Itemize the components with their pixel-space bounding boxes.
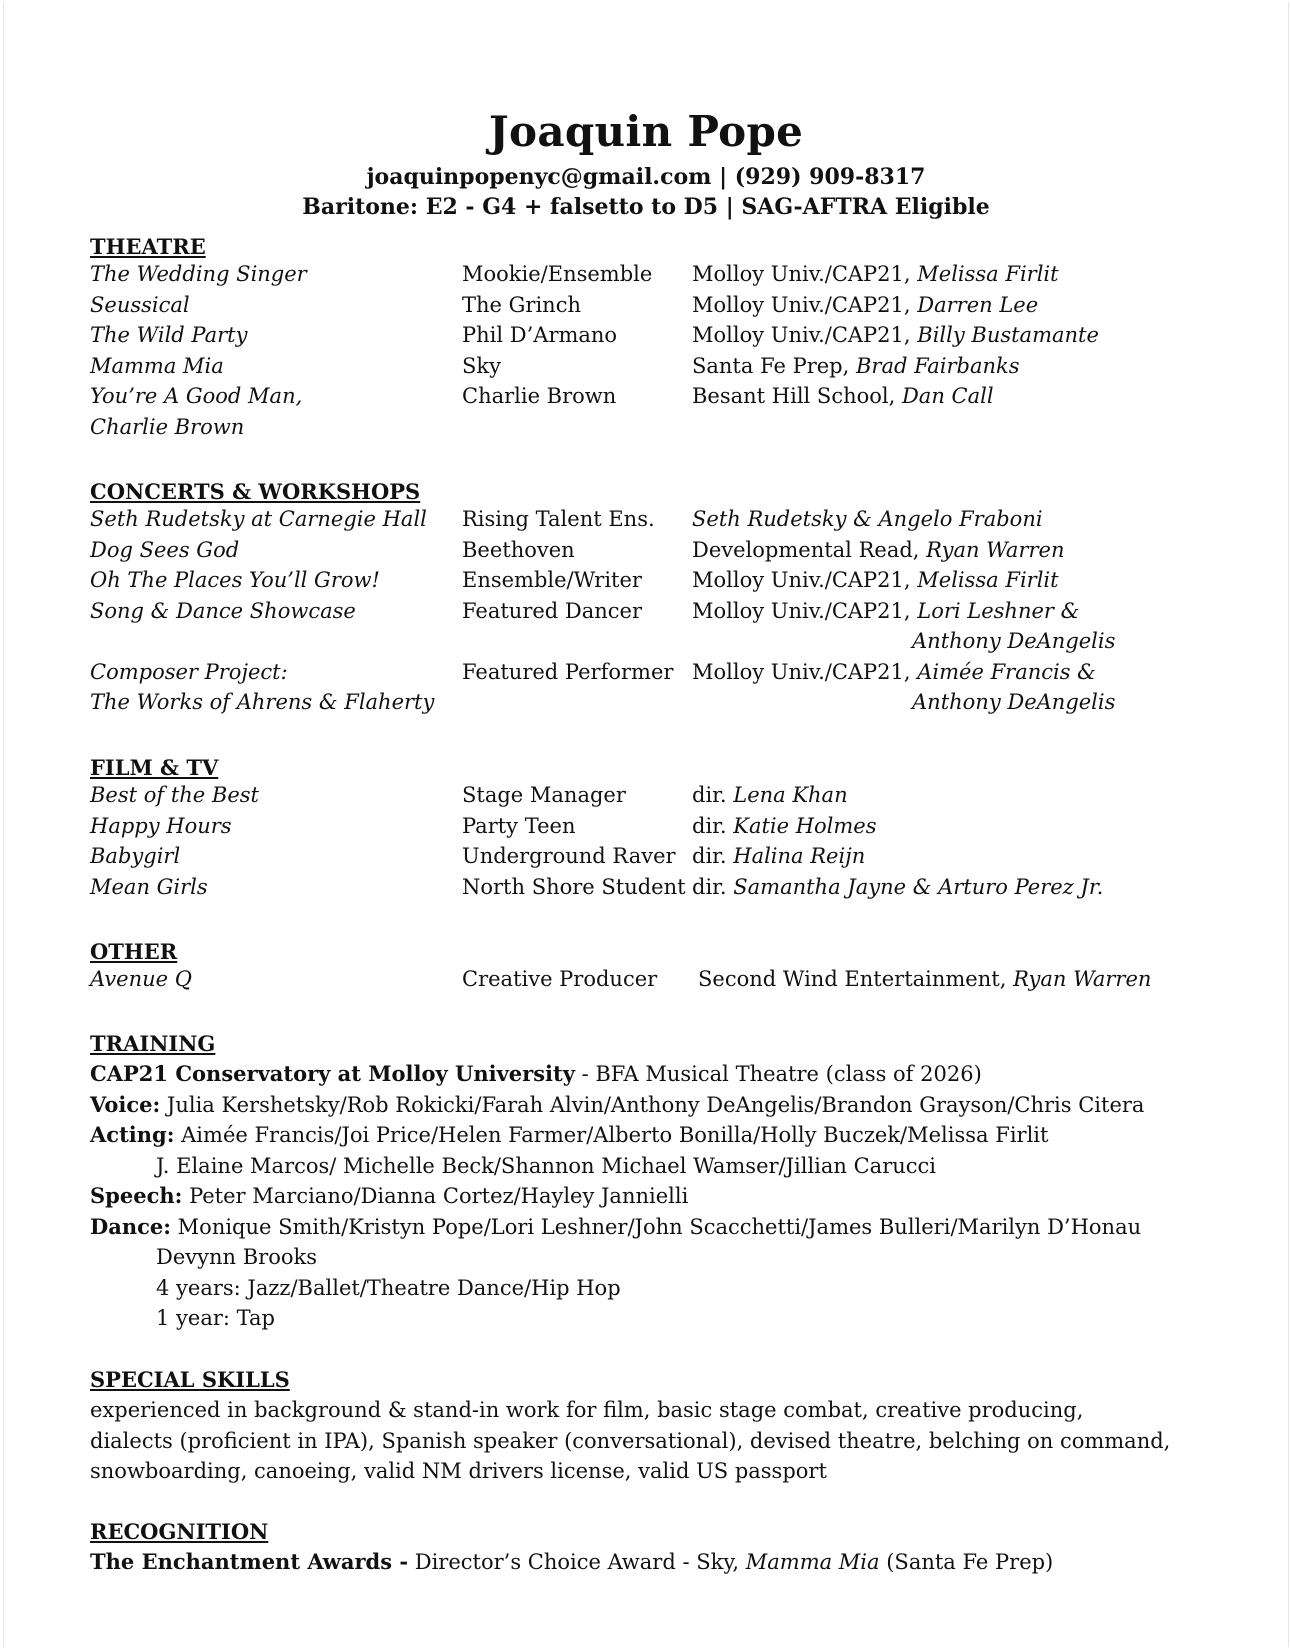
section-title-concerts: CONCERTS & WORKSHOPS (90, 479, 421, 504)
contact-info: joaquinpopenyc@gmail.com | (929) 909-8317 (366, 164, 926, 190)
credit-role: Underground Raver (462, 844, 676, 868)
credit-role: Charlie Brown (462, 384, 617, 408)
credit-row (90, 875, 1220, 906)
section-title-recognition: RECOGNITION (90, 1519, 269, 1544)
resume-page (3, 2, 1289, 1647)
skills-line: experienced in background & stand-in work for film, basic stage combat, creative producing, (90, 1398, 1084, 1422)
credit-role: Party Teen (462, 813, 576, 838)
credit-venue: Molloy Univ./CAP21, Aimée Francis & (692, 659, 1096, 684)
credit-row (90, 844, 1220, 875)
credit-role: The Grinch (462, 292, 581, 317)
credit-role: Creative Producer (462, 967, 658, 991)
credit-show: Song & Dance Showcase (90, 598, 356, 623)
credit-row (90, 599, 1220, 630)
credit-show: Charlie Brown (90, 414, 245, 439)
training-dance-cont: Devynn Brooks (156, 1245, 317, 1269)
theatre-section (90, 232, 1220, 445)
credit-venue: Santa Fe Prep, Brad Fairbanks (692, 353, 1020, 378)
credit-venue: Developmental Read, Ryan Warren (692, 537, 1065, 562)
credit-role: Beethoven (462, 537, 575, 562)
credit-row (90, 690, 1220, 721)
training-dance-years: 4 years: Jazz/Ballet/Theatre Dance/Hip Hop (156, 1275, 621, 1300)
credit-role: Featured Dancer (462, 598, 643, 623)
credit-row (90, 967, 1220, 998)
training-section (90, 1029, 1220, 1334)
credit-show: The Wild Party (90, 323, 248, 347)
training-dance: Dance: Monique Smith/Kristyn Pope/Lori Leshner/John Scacchetti/James Bulleri/Marilyn D’Honau (90, 1213, 1142, 1239)
credit-venue: Molloy Univ./CAP21, Melissa Firlit (692, 262, 1059, 286)
credit-row (90, 323, 1220, 354)
award-line: The Enchantment Awards - Director’s Choice Award - Sky, Mamma Mia (Santa Fe Prep) (90, 1549, 1054, 1574)
credit-venue-continued: Anthony DeAngelis (912, 690, 1116, 714)
credit-row (90, 568, 1220, 599)
credit-venue: Besant Hill School, Dan Call (692, 384, 994, 408)
training-acting-cont: J. Elaine Marcos/ Michelle Beck/Shannon Michael Wamser/Jillian Carucci (156, 1153, 937, 1178)
credit-row (90, 783, 1220, 814)
credit-show: Composer Project: (90, 659, 288, 684)
credit-row (90, 660, 1220, 691)
credit-show: Seussical (90, 292, 190, 317)
credit-row (90, 262, 1220, 293)
credit-venue: Seth Rudetsky & Angelo Fraboni (692, 507, 1043, 531)
training-tap-years: 1 year: Tap (156, 1306, 275, 1330)
skills-section (90, 1365, 1220, 1487)
resume-header (4, 102, 1288, 222)
credit-venue: Molloy Univ./CAP21, Billy Bustamante (692, 323, 1099, 347)
credit-show: Oh The Places You’ll Grow! (90, 568, 380, 592)
training-acting: Acting: Aimée Francis/Joi Price/Helen Farmer/Alberto Bonilla/Holly Buczek/Melissa Firlit (90, 1122, 1049, 1147)
credit-show: Best of the Best (90, 783, 259, 807)
credit-role: Rising Talent Ens. (462, 507, 655, 531)
concerts-section (90, 477, 1220, 721)
section-title-skills: SPECIAL SKILLS (90, 1367, 290, 1392)
other-section (90, 937, 1220, 998)
section-title-training: TRAINING (90, 1031, 216, 1056)
credit-director: dir. Katie Holmes (692, 813, 877, 838)
credit-row (90, 814, 1220, 845)
credit-show: The Works of Ahrens & Flaherty (90, 690, 435, 714)
training-speech: Speech: Peter Marciano/Dianna Cortez/Hayley Jannielli (90, 1183, 689, 1208)
credit-role: Ensemble/Writer (462, 568, 642, 592)
credit-show: Mean Girls (90, 874, 208, 899)
credit-role: North Shore Student (462, 874, 686, 899)
credit-show: Happy Hours (90, 813, 232, 838)
credit-director: dir. Lena Khan (692, 783, 848, 807)
section-title-theatre: THEATRE (90, 234, 206, 259)
credit-role: Stage Manager (462, 783, 626, 807)
recognition-section (90, 1517, 1220, 1578)
credit-show: The Wedding Singer (90, 262, 307, 286)
credit-role: Mookie/Ensemble (462, 262, 653, 286)
skills-line: dialects (proficient in IPA), Spanish speaker (conversational), devised theatre, belching on command, (90, 1428, 1171, 1453)
training-voice: Voice: Julia Kershetsky/Rob Rokicki/Farah Alvin/Anthony DeAngelis/Brandon Grayson/Chris Citera (90, 1091, 1145, 1117)
credit-show: You’re A Good Man, (90, 384, 303, 408)
training-school: CAP21 Conservatory at Molloy University - BFA Musical Theatre (class of 2026) (90, 1061, 982, 1086)
credit-show: Seth Rudetsky at Carnegie Hall (90, 507, 427, 531)
credit-venue: Molloy Univ./CAP21, Melissa Firlit (692, 568, 1059, 592)
credit-role: Featured Performer (462, 659, 674, 684)
credit-row (90, 538, 1220, 569)
credit-role: Sky (462, 353, 501, 378)
credit-role: Phil D’Armano (462, 323, 618, 347)
credit-director: dir. Samantha Jayne & Arturo Perez Jr. (692, 874, 1104, 899)
credit-show: Avenue Q (90, 967, 192, 991)
credit-row (90, 415, 1220, 446)
credit-row (90, 293, 1220, 324)
skills-line: snowboarding, canoeing, valid NM drivers license, valid US passport (90, 1459, 827, 1483)
credit-venue: Second Wind Entertainment, Ryan Warren (698, 967, 1152, 991)
credit-show: Babygirl (90, 844, 181, 868)
credit-director: dir. Halina Reijn (692, 844, 866, 868)
credit-row (90, 629, 1220, 660)
credit-venue-continued: Anthony DeAngelis (912, 629, 1116, 653)
credit-show: Dog Sees God (90, 537, 240, 562)
voice-type: Baritone: E2 - G4 + falsetto to D5 | SAG-AFTRA Eligible (302, 194, 990, 220)
credit-row (90, 507, 1220, 538)
credit-row (90, 354, 1220, 385)
film-tv-section (90, 753, 1220, 905)
performer-name: Joaquin Pope (488, 107, 804, 156)
section-title-film-tv: FILM & TV (90, 755, 219, 780)
credit-row (90, 384, 1220, 415)
credit-venue: Molloy Univ./CAP21, Lori Leshner & (692, 598, 1080, 623)
credit-show: Mamma Mia (90, 353, 224, 378)
credit-venue: Molloy Univ./CAP21, Darren Lee (692, 292, 1039, 317)
section-title-other: OTHER (90, 939, 178, 964)
